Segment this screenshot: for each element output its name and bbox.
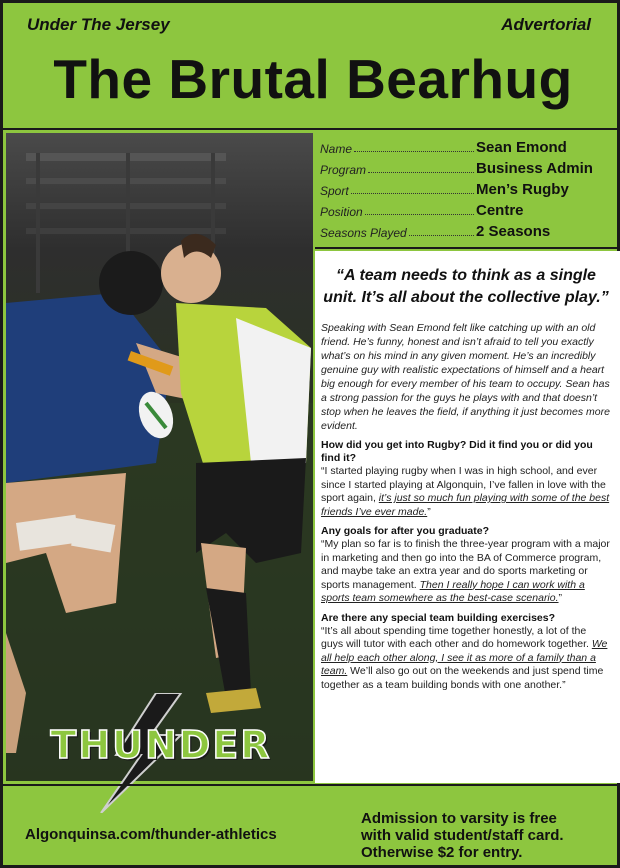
- article-box: [315, 251, 620, 783]
- article-intro: Speaking with Sean Emond felt like catching up with an old friend. He’s funny, honest and isn’t afraid to tell you exactly what’s on his mind in any given moment. He’s an incredibly genuine guy with realistic expectations of himself and a heart big enough for every member of his team to occupy. Sean has a strong passion for the guys he plays with and that doesn’t stop when he leaves the field, if anything it just becomes more evident.: [321, 322, 610, 432]
- admission-line: with valid student/staff card.: [361, 827, 564, 844]
- profile-row: [320, 219, 616, 240]
- profile-value: Centre: [476, 202, 524, 219]
- advertorial-label: Advertorial: [501, 15, 591, 34]
- interview-question: Are there any special team building exercises?: [321, 611, 556, 624]
- thunder-logo: [31, 693, 291, 813]
- website-link[interactable]: Algonquinsa.com/thunder-athletics: [25, 826, 277, 843]
- dot-leader: [409, 235, 474, 236]
- profile-row: [320, 198, 616, 219]
- answer-highlight: Then I really hope I can work with a sports team somewhere as the best-case scenario.: [321, 578, 585, 604]
- profile-value: Business Admin: [476, 160, 593, 177]
- interview-question: How did you get into Rugby? Did it find you or did you find it?: [321, 439, 593, 464]
- player-profile: [315, 133, 620, 245]
- profile-value: Sean Emond: [476, 139, 567, 156]
- profile-divider: [315, 247, 620, 249]
- answer-text: “I started playing rugby when I was in high school, and ever since I started playing at Algonquin, I’ve fallen in love with the sport again,: [321, 465, 606, 504]
- dot-leader: [365, 214, 474, 215]
- admission-line: Admission to varsity is free: [361, 810, 557, 827]
- rugby-photo: [6, 133, 313, 781]
- admission-line: Otherwise $2 for entry.: [361, 844, 523, 861]
- profile-label: Sport: [320, 184, 349, 198]
- admission-note: [361, 810, 564, 861]
- header-divider: [3, 128, 620, 130]
- dot-leader: [368, 172, 474, 173]
- answer-end: ”: [558, 592, 563, 604]
- rugby-tackle-illustration: [6, 133, 313, 781]
- interview-answer: [321, 465, 611, 519]
- dot-leader: [354, 151, 474, 152]
- answer-end: We’ll also go out on the weekends and just spend time together as a team building bonds with one another.”: [321, 665, 604, 691]
- profile-row: [320, 156, 616, 177]
- profile-label: Name: [320, 142, 353, 156]
- answer-end: ”: [427, 505, 431, 518]
- pull-quote: “A team needs to think as a single unit. It’s all about the collective play.”: [323, 267, 609, 306]
- interview-answer: [321, 625, 611, 693]
- footer-divider: [3, 784, 620, 786]
- answer-text: “My plan so far is to finish the three-year program with a major in marketing and then go into the BA of Commerce program, and maybe take an extra year and do sports marketing or sports management.: [321, 538, 610, 591]
- answer-highlight: it’s just so much fun playing with some of the best friends I’ve ever made.: [321, 492, 610, 518]
- profile-row: [320, 177, 616, 198]
- page-title: The Brutal Bearhug: [53, 48, 573, 110]
- answer-text: “It’s all about spending time together honestly, a lot of the guys will tutor with each other and do homework together.: [321, 624, 592, 650]
- profile-value: 2 Seasons: [476, 223, 551, 240]
- answer-highlight: We all help each other along, I see it as more of a family than a team.: [321, 638, 608, 677]
- dot-leader: [351, 193, 474, 194]
- logo-wordmark: THUNDER: [50, 723, 272, 767]
- profile-label: Position: [320, 205, 363, 219]
- section-label: Under The Jersey: [27, 15, 170, 34]
- interview-answer: [321, 538, 611, 606]
- profile-label: Seasons Played: [320, 226, 407, 240]
- profile-row: [320, 135, 616, 156]
- profile-value: Men’s Rugby: [476, 181, 569, 198]
- interview-question: Any goals for after you graduate?: [321, 525, 490, 537]
- profile-label: Program: [320, 163, 367, 177]
